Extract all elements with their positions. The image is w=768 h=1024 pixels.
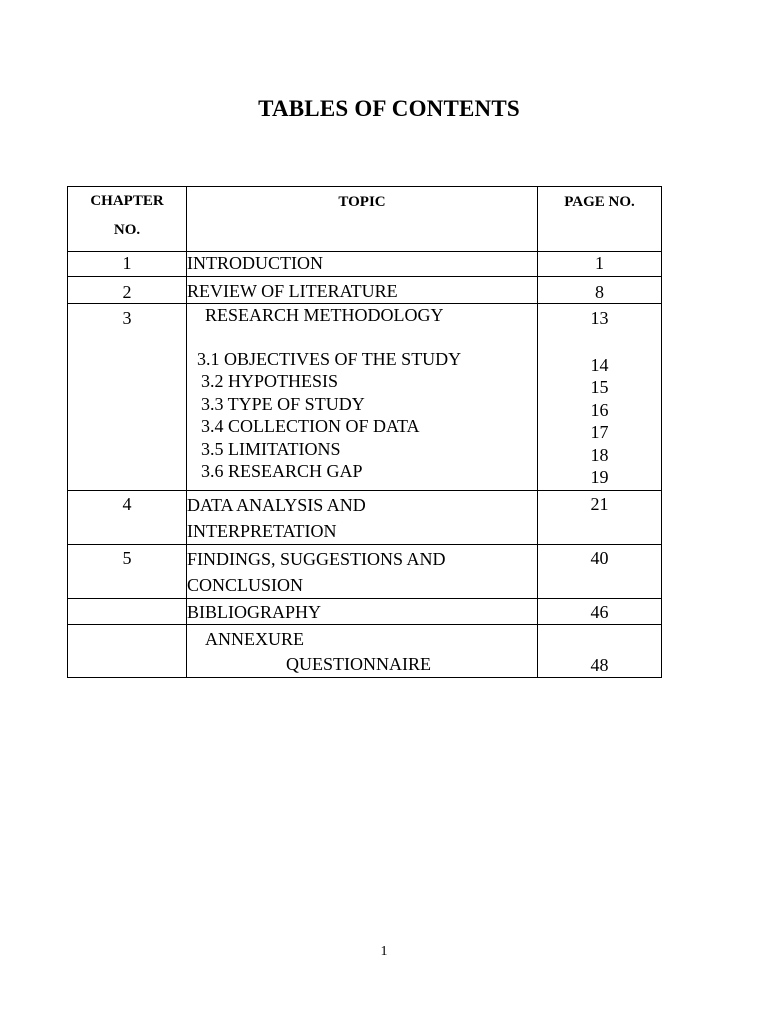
header-page-no: PAGE NO. <box>538 187 662 252</box>
topic-line: QUESTIONNAIRE <box>286 654 431 674</box>
chapter-cell <box>68 625 187 678</box>
page-cell: 1 <box>538 252 662 277</box>
page-cell: 21 <box>538 491 662 545</box>
page-cell <box>538 304 662 491</box>
subtopic-item: 3.4 COLLECTION OF DATA <box>201 416 420 437</box>
chapter-cell: 3 <box>68 304 187 491</box>
table-header-row <box>68 187 662 252</box>
topic-cell: BIBLIOGRAPHY <box>187 599 538 625</box>
header-chapter-no <box>68 187 187 252</box>
topic-main: RESEARCH METHODOLOGY <box>205 305 444 325</box>
table-row <box>68 545 662 599</box>
subtopic-item: 3.6 RESEARCH GAP <box>201 461 363 482</box>
subtopic-item: 3.1 OBJECTIVES OF THE STUDY <box>197 349 462 369</box>
table-row <box>68 625 662 678</box>
subpage-item: 17 <box>590 422 609 443</box>
page-cell: 40 <box>538 545 662 599</box>
chapter-cell: 2 <box>68 277 187 304</box>
topic-cell <box>187 625 538 678</box>
topic-cell <box>187 545 538 599</box>
topic-line: ANNEXURE <box>205 629 304 649</box>
page-cell: 48 <box>538 625 662 678</box>
topic-line: DATA ANALYSIS AND <box>187 495 366 515</box>
table-row <box>68 252 662 277</box>
topic-cell <box>187 304 538 491</box>
topic-cell: INTRODUCTION <box>187 252 538 277</box>
table-row <box>68 277 662 304</box>
topic-cell <box>187 491 538 545</box>
chapter-cell: 5 <box>68 545 187 599</box>
topic-line: FINDINGS, SUGGESTIONS AND <box>187 549 446 569</box>
subtopic-list <box>187 348 537 482</box>
subpage-item: 19 <box>590 467 609 488</box>
subpage-item: 15 <box>590 377 609 398</box>
chapter-cell: 1 <box>68 252 187 277</box>
subpage-list <box>538 354 661 488</box>
topic-line: CONCLUSION <box>187 575 304 595</box>
table-row <box>68 599 662 625</box>
page-main: 13 <box>590 308 609 328</box>
subpage-item: 14 <box>590 355 609 375</box>
table-row-methodology <box>68 304 662 491</box>
page-number: 1 <box>380 944 388 959</box>
page-cell: 8 <box>538 277 662 304</box>
page-cell: 46 <box>538 599 662 625</box>
topic-line: INTERPRETATION <box>187 521 337 541</box>
subtopic-item: 3.2 HYPOTHESIS <box>201 371 339 392</box>
chapter-cell: 4 <box>68 491 187 545</box>
topic-cell: REVIEW OF LITERATURE <box>187 277 538 304</box>
subtopic-item: 3.3 TYPE OF STUDY <box>201 393 365 414</box>
table-row <box>68 491 662 545</box>
page-title: TABLES OF CONTENTS <box>258 96 520 121</box>
contents-table <box>67 186 662 678</box>
subpage-item: 18 <box>590 444 609 465</box>
header-chapter-label: CHAPTER <box>90 193 164 209</box>
subpage-item: 16 <box>590 399 609 420</box>
subtopic-item: 3.5 LIMITATIONS <box>201 438 341 459</box>
chapter-cell <box>68 599 187 625</box>
header-topic: TOPIC <box>187 187 538 252</box>
header-no-label: NO. <box>113 222 141 238</box>
